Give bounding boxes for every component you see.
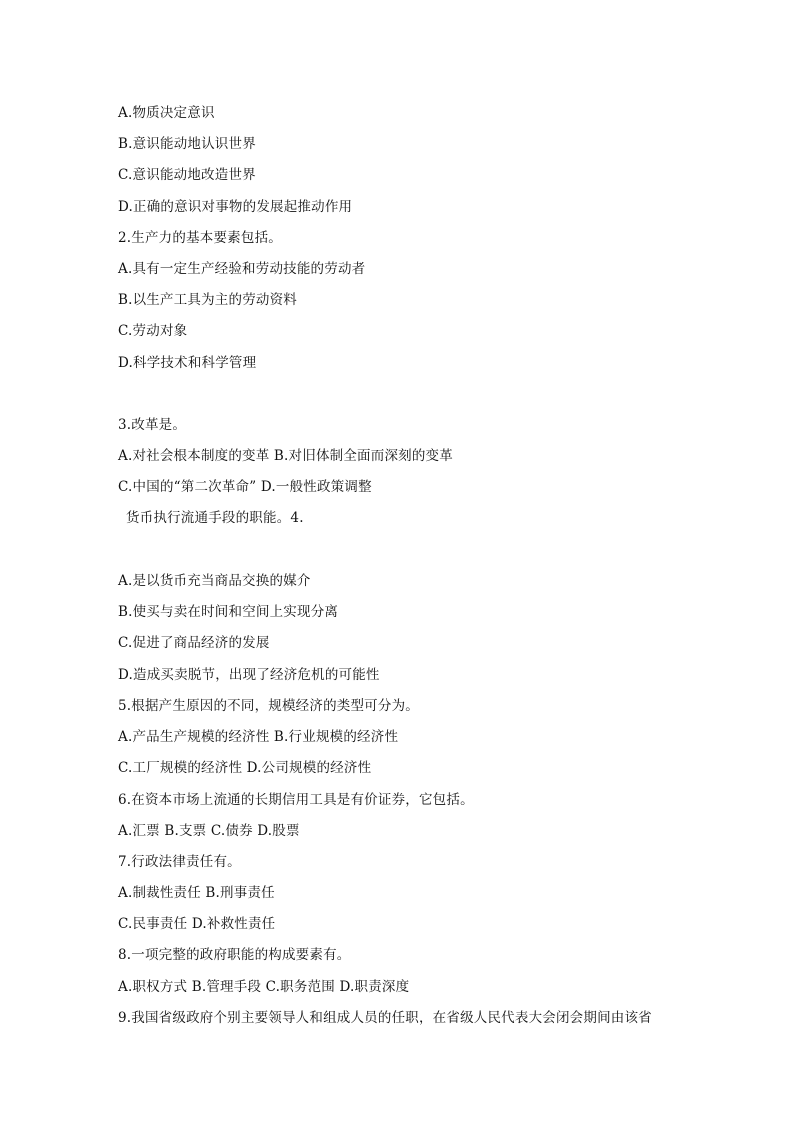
option-line: B.以生产工具为主的劳动资料 <box>118 292 298 308</box>
question-line: 3.改革是。 <box>118 417 187 433</box>
option-line: B.使买与卖在时间和空间上实现分离 <box>118 604 339 620</box>
option-line: D.科学技术和科学管理 <box>118 355 257 371</box>
question-line: 9.我国省级政府个别主要领导人和组成人员的任职，在省级人民代表大会闭会期间由该省 <box>118 1010 652 1026</box>
question-line: 5.根据产生原因的不同，规模经济的类型可分为。 <box>118 698 419 714</box>
question-line: 2.生产力的基本要素包括。 <box>118 230 282 246</box>
option-line: D.造成买卖脱节，出现了经济危机的可能性 <box>118 667 380 683</box>
option-line: A.具有一定生产经验和劳动技能的劳动者 <box>118 261 366 277</box>
question-line: 货币执行流通手段的职能。4. <box>126 510 304 526</box>
option-line: B.意识能动地认识世界 <box>118 136 256 152</box>
option-line: A.物质决定意识 <box>118 105 215 121</box>
option-line: C.中国的“第二次革命” D.一般性政策调整 <box>118 479 372 495</box>
option-line: C.工厂规模的经济性 D.公司规模的经济性 <box>118 760 372 776</box>
option-line: A.制裁性责任 B.刑事责任 <box>118 885 275 901</box>
option-line: A.对社会根本制度的变革 B.对旧体制全面而深刻的变革 <box>118 448 453 464</box>
question-line: 7.行政法律责任有。 <box>118 854 241 870</box>
option-line: A.产品生产规模的经济性 B.行业规模的经济性 <box>118 729 399 745</box>
option-line: D.正确的意识对事物的发展起推动作用 <box>118 199 353 215</box>
option-line: A.汇票 B.支票 C.债券 D.股票 <box>118 823 300 839</box>
option-line: C.民事责任 D.补救性责任 <box>118 916 276 932</box>
option-line: C.意识能动地改造世界 <box>118 167 256 183</box>
option-line: A.是以货币充当商品交换的媒介 <box>118 573 311 589</box>
option-line: C.促进了商品经济的发展 <box>118 635 270 651</box>
option-line: A.职权方式 B.管理手段 C.职务范围 D.职责深度 <box>118 979 410 995</box>
option-line: C.劳动对象 <box>118 323 188 339</box>
question-line: 6.在资本市场上流通的长期信用工具是有价证券，它包括。 <box>118 792 474 808</box>
question-line: 8.一项完整的政府职能的构成要素有。 <box>118 947 351 963</box>
